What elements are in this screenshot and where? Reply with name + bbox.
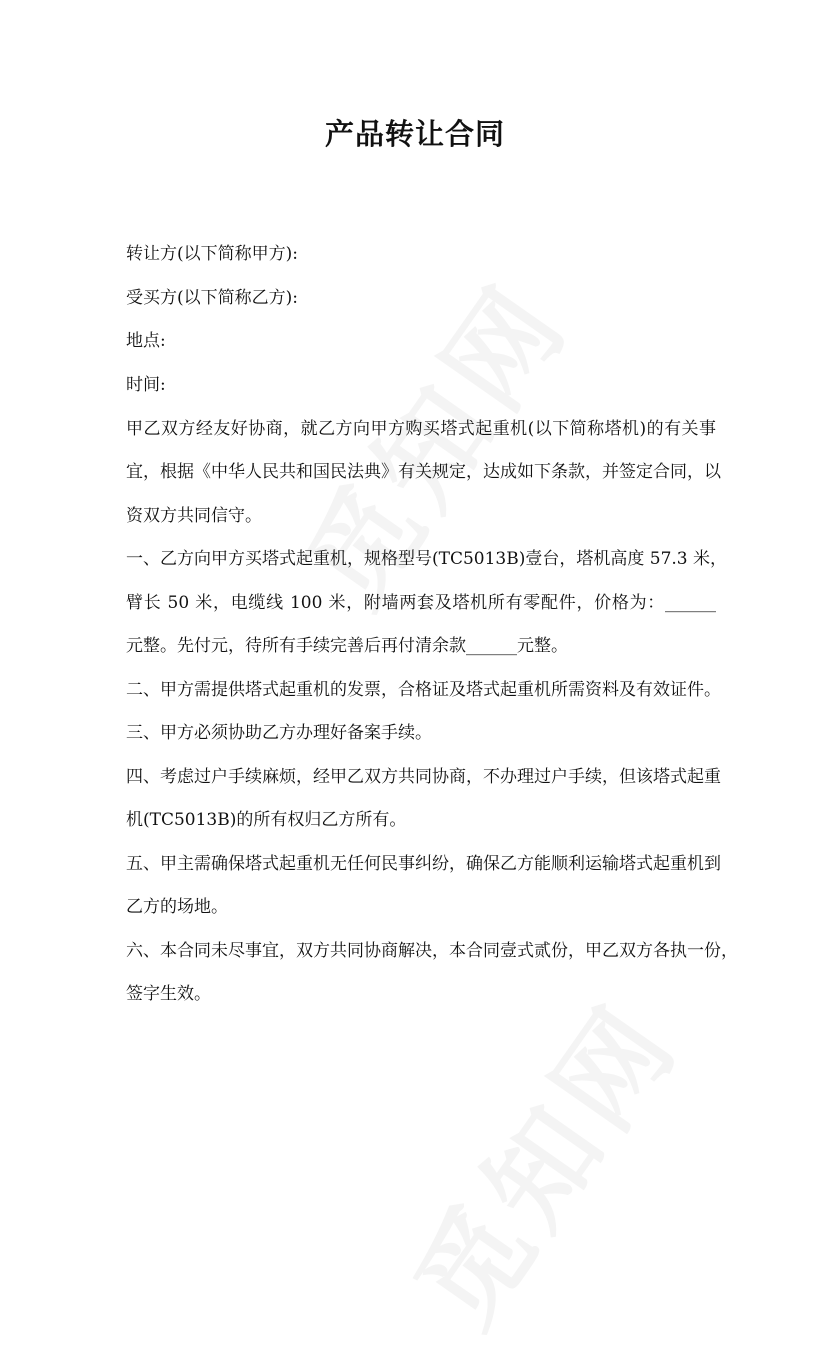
document-title: 产品转让合同 [324, 117, 505, 151]
clause-4-line: 机(TC5013B)的所有权归乙方所有。 [126, 810, 407, 830]
clause-5-line: 乙方的场地。 [126, 897, 228, 917]
clause-1-line: 元整。先付元，待所有手续完善后再付清余款______元整。 [126, 636, 568, 656]
field-location: 地点: [126, 331, 166, 351]
watermark [372, 966, 708, 1352]
intro-line: 资双方共同信守。 [126, 506, 262, 526]
intro-line: 甲乙双方经友好协商，就乙方向甲方购买塔式起重机(以下简称塔机)的有关事 [126, 419, 716, 439]
clause-1-line: 臂长 50 米，电缆线 100 米，附墙两套及塔机所有零配件，价格为：______ [126, 593, 716, 613]
field-buyer: 受买方(以下简称乙方): [126, 288, 298, 308]
clause-1-line: 一、乙方向甲方买塔式起重机，规格型号(TC5013B)壹台，塔机高度 57.3 米， [126, 549, 728, 569]
field-time: 时间: [126, 375, 166, 395]
clause-3-line: 三、甲方必须协助乙方办理好备案手续。 [126, 723, 432, 743]
clause-4-line: 四、考虑过户手续麻烦，经甲乙双方共同协商，不办理过户手续，但该塔式起重 [126, 767, 721, 787]
field-transferor: 转让方(以下简称甲方): [126, 244, 298, 264]
clause-6-line: 六、本合同未尽事宜，双方共同协商解决，本合同壹式贰份，甲乙双方各执一份， [126, 941, 738, 961]
intro-line: 宜，根据《中华人民共和国民法典》有关规定，达成如下条款，并签定合同，以 [126, 462, 721, 482]
clause-6-line: 签字生效。 [126, 984, 211, 1004]
clause-2-line: 二、甲方需提供塔式起重机的发票，合格证及塔式起重机所需资料及有效证件。 [126, 680, 721, 700]
clause-5-line: 五、甲主需确保塔式起重机无任何民事纠纷，确保乙方能顺利运输塔式起重机到 [126, 854, 721, 874]
